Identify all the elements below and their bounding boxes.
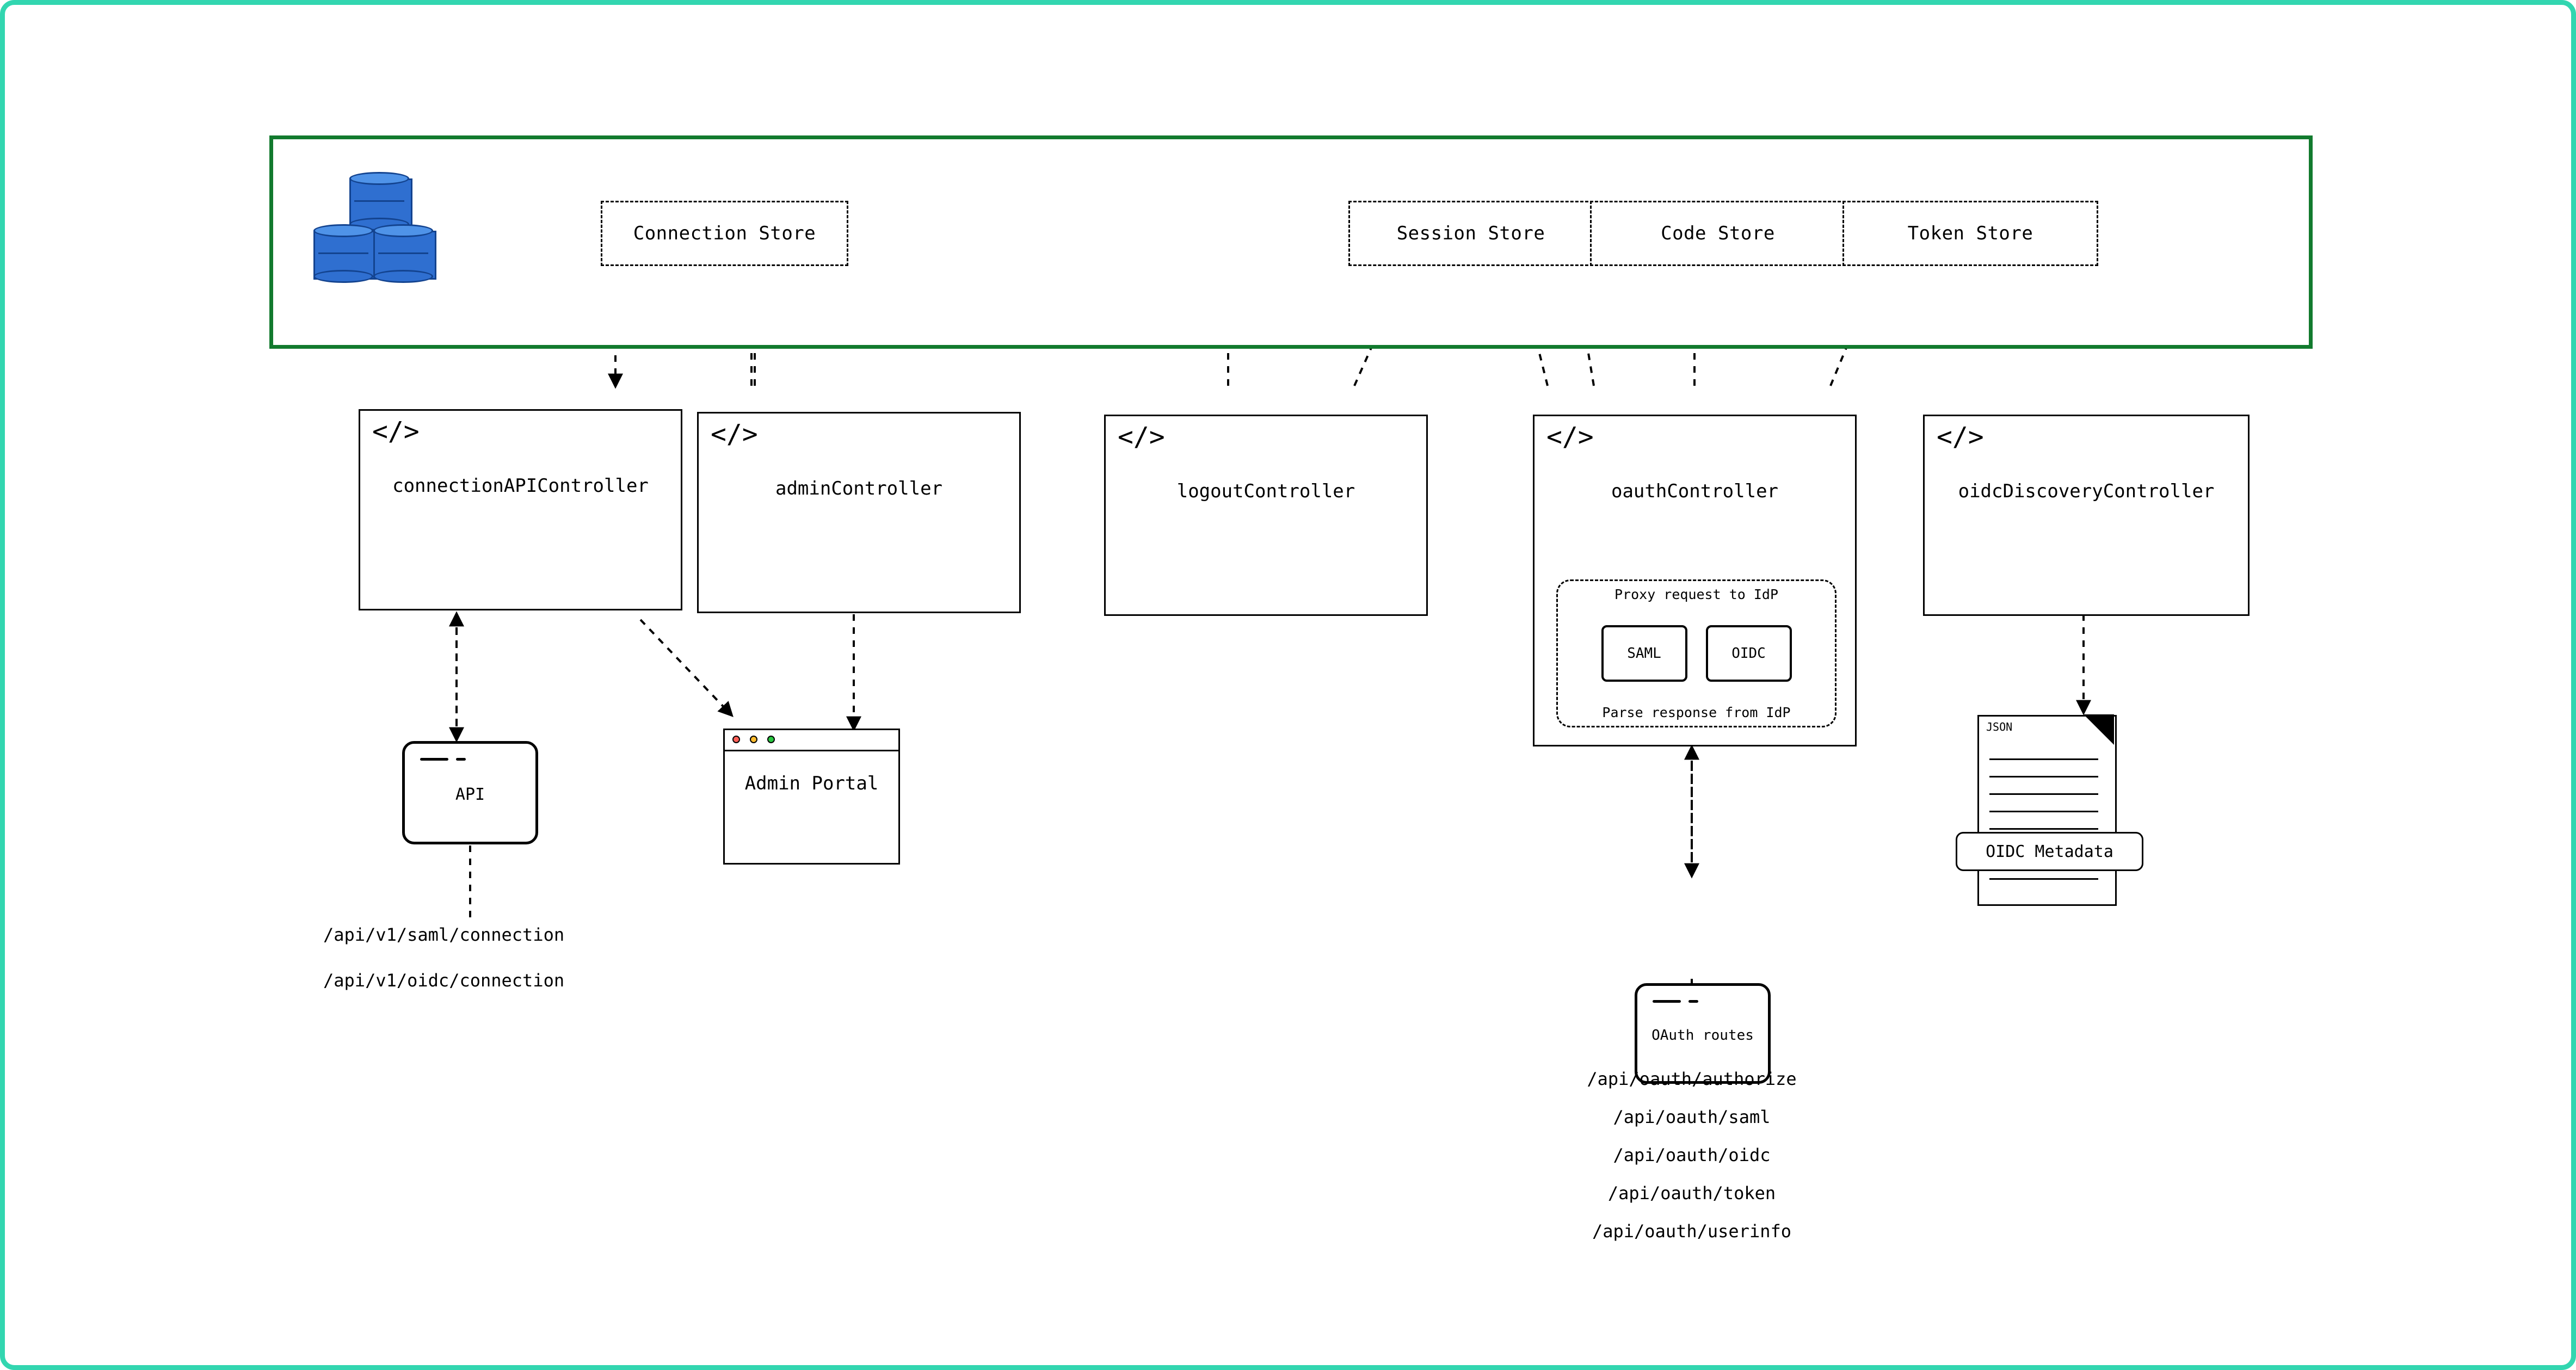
api-device-label: API — [455, 785, 485, 804]
controller-oidc-discovery[interactable] — [1923, 415, 2250, 616]
route-item: /api/oauth/token — [1607, 1183, 1776, 1204]
route-item: /api/oauth/userinfo — [1592, 1221, 1792, 1242]
storage-layer — [269, 135, 2313, 349]
controller-label: logoutController — [1176, 480, 1355, 502]
code-icon: </> — [1937, 422, 1984, 452]
controller-admin[interactable] — [697, 412, 1021, 613]
admin-portal-window[interactable] — [723, 729, 900, 865]
oauth-routes-text — [1431, 1069, 1953, 1242]
route-item: /api/v1/oidc/connection — [323, 970, 565, 991]
store-label: Session Store — [1396, 223, 1545, 244]
oidc-metadata-label-text: OIDC Metadata — [1986, 842, 2113, 861]
oidc-metadata-document[interactable] — [1977, 715, 2113, 903]
window-titlebar — [725, 730, 898, 751]
oauth-routes-label: OAuth routes — [1651, 1027, 1754, 1044]
saml-chip[interactable] — [1601, 625, 1687, 682]
store-label: Token Store — [1907, 223, 2033, 244]
oidc-chip-label: OIDC — [1731, 645, 1766, 662]
store-code-store[interactable] — [1590, 201, 1846, 266]
store-label: Code Store — [1661, 223, 1775, 244]
controller-label: connectionAPIController — [392, 475, 649, 497]
connection-routes-text — [323, 924, 813, 991]
close-icon[interactable] — [732, 736, 740, 743]
store-session-store[interactable] — [1348, 201, 1593, 266]
controller-label: oauthController — [1611, 480, 1779, 502]
maximize-icon[interactable] — [767, 736, 775, 743]
proxy-request-label: Proxy request to IdP — [1614, 587, 1779, 602]
admin-portal-label: Admin Portal — [744, 773, 879, 794]
proxy-idp-box — [1556, 579, 1837, 727]
saml-chip-label: SAML — [1627, 645, 1661, 662]
json-tag-label: JSON — [1986, 720, 2013, 733]
controller-oauth[interactable] — [1533, 415, 1857, 746]
oidc-chip[interactable] — [1706, 625, 1792, 682]
code-icon: </> — [711, 419, 758, 449]
oidc-metadata-label[interactable] — [1956, 832, 2143, 871]
code-icon: </> — [1546, 422, 1594, 452]
database-stack-icon — [306, 172, 431, 297]
route-item: /api/v1/saml/connection — [323, 924, 565, 945]
store-label: Connection Store — [633, 223, 816, 244]
controller-label: oidcDiscoveryController — [1958, 480, 2215, 502]
controller-logout[interactable] — [1104, 415, 1428, 616]
store-token-store[interactable] — [1842, 201, 2098, 266]
api-device[interactable] — [402, 741, 538, 844]
route-item: /api/oauth/saml — [1613, 1107, 1771, 1127]
store-connection-store[interactable] — [601, 201, 848, 266]
controller-label: adminController — [775, 478, 943, 499]
parse-response-label: Parse response from IdP — [1602, 705, 1791, 720]
minimize-icon[interactable] — [750, 736, 757, 743]
code-icon: </> — [1118, 422, 1165, 452]
controller-connection-api[interactable] — [359, 409, 682, 610]
route-item: /api/oauth/authorize — [1587, 1069, 1797, 1089]
route-item: /api/oauth/oidc — [1613, 1145, 1771, 1165]
code-icon: </> — [372, 416, 420, 447]
